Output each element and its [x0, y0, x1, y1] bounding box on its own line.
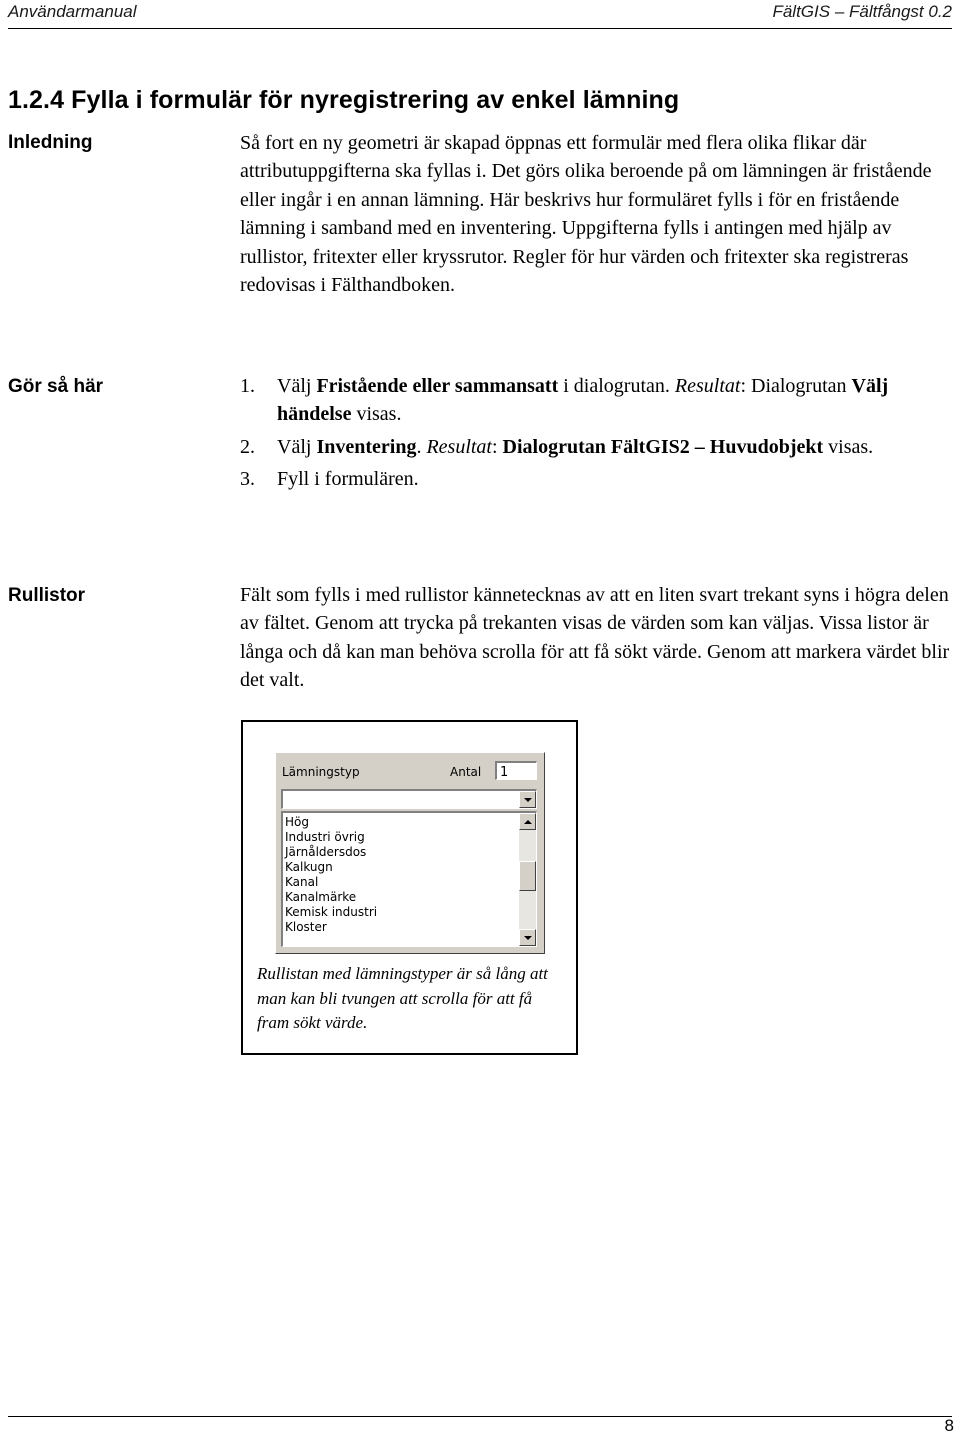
lamningstyp-list[interactable] [281, 811, 537, 947]
step-item [240, 465, 952, 493]
header-product-title: FältGIS – Fältfångst 0.2 [772, 2, 952, 21]
list-item[interactable]: Kalkugn [285, 860, 333, 874]
chevron-down-icon [524, 798, 532, 802]
figure-caption: Rullistan med lämningstyper är så lång att man kan bli tvungen att scrolla för att få fram sökt värde. [257, 964, 548, 1033]
step-emphasis: Välj händelse [277, 375, 889, 426]
chevron-up-icon [524, 820, 532, 824]
lamningstyp-label: Lämningstyp [282, 765, 360, 779]
step-item [240, 433, 952, 461]
step-emphasis: Fristående eller sammansatt [316, 375, 559, 397]
inledning-label: Inledning [8, 132, 93, 153]
rullistor-label: Rullistor [8, 585, 86, 606]
antal-label: Antal [450, 765, 482, 779]
step-result-label: Resultat [674, 375, 741, 397]
lamningstyp-combo[interactable] [281, 789, 537, 809]
step-text: Välj [277, 375, 317, 397]
step-item [240, 372, 952, 429]
step-number: 2. [240, 435, 255, 458]
step-text: i dialogrutan. [558, 375, 675, 397]
step-text: visas. [351, 403, 402, 426]
scroll-thumb[interactable] [519, 861, 536, 891]
list-item[interactable]: Kemisk industri [285, 905, 378, 919]
steps-list [240, 372, 952, 498]
step-text: : [491, 435, 503, 458]
scroll-down-button[interactable] [519, 929, 536, 946]
list-item[interactable]: Kanalmärke [285, 890, 357, 904]
section-title: 1.2.4 Fylla i formulär för nyregistrering av enkel lämning [8, 86, 680, 114]
scroll-up-button[interactable] [519, 813, 536, 830]
dropdown-button[interactable] [519, 791, 536, 808]
step-text: : Dialogrutan [740, 375, 852, 397]
inledning-text: Så fort en ny geometri är skapad öppnas ett formulär med flera olika flikar där attributuppgifterna ska fyllas i. Det görs olika beroende på om lämningen är fristående eller ingår i en annan lämning. Här beskrivs hur formuläret fylls i för en fristående lämning i samband med en inventering. Uppgifterna fylls i antingen med hjälp av rullistor, fritexter eller kryssrutor. Regler för hur värden och fritexter ska registreras redovisas i Fälthandboken. [240, 132, 932, 297]
step-text: . [416, 435, 427, 458]
step-result-label: Resultat [426, 435, 492, 458]
step-text: Välj [277, 435, 317, 458]
rullistor-text: Fält som fylls i med rullistor kännetecknas av att en liten svart trekant syns i högra delen av fältet. Genom att trycka på trekanten visas de värden som kan väljas. Vissa listor är långa och då kan man behöva scrolla för att få sökt värde. Genom att markera värdet blir det valt. [240, 584, 950, 692]
header-divider [8, 28, 952, 29]
step-number: 3. [240, 468, 255, 491]
list-item[interactable]: Hög [285, 815, 309, 829]
chevron-down-icon [524, 936, 532, 940]
footer-divider [8, 1416, 952, 1417]
step-emphasis: Dialogrutan FältGIS2 – Huvudobjekt [502, 435, 824, 458]
vertical-scrollbar[interactable] [519, 813, 536, 946]
list-item[interactable]: Kanal [285, 875, 319, 889]
dialog-screenshot [275, 752, 545, 954]
figure-box [241, 720, 578, 1055]
page-number: 8 [944, 1416, 954, 1435]
list-items [285, 815, 377, 935]
header-doc-title: Användarmanual [8, 2, 137, 21]
step-emphasis: Inventering [316, 435, 417, 458]
antal-input[interactable]: 1 [495, 761, 537, 780]
list-item[interactable]: Järnåldersdos [285, 845, 367, 859]
gor-sa-har-label: Gör så här [8, 376, 104, 397]
list-item[interactable]: Kloster [285, 920, 327, 934]
list-item[interactable]: Industri övrig [285, 830, 365, 844]
step-text: visas. [823, 435, 874, 458]
step-number: 1. [240, 375, 255, 397]
step-text: Fyll i formulären. [277, 468, 419, 491]
